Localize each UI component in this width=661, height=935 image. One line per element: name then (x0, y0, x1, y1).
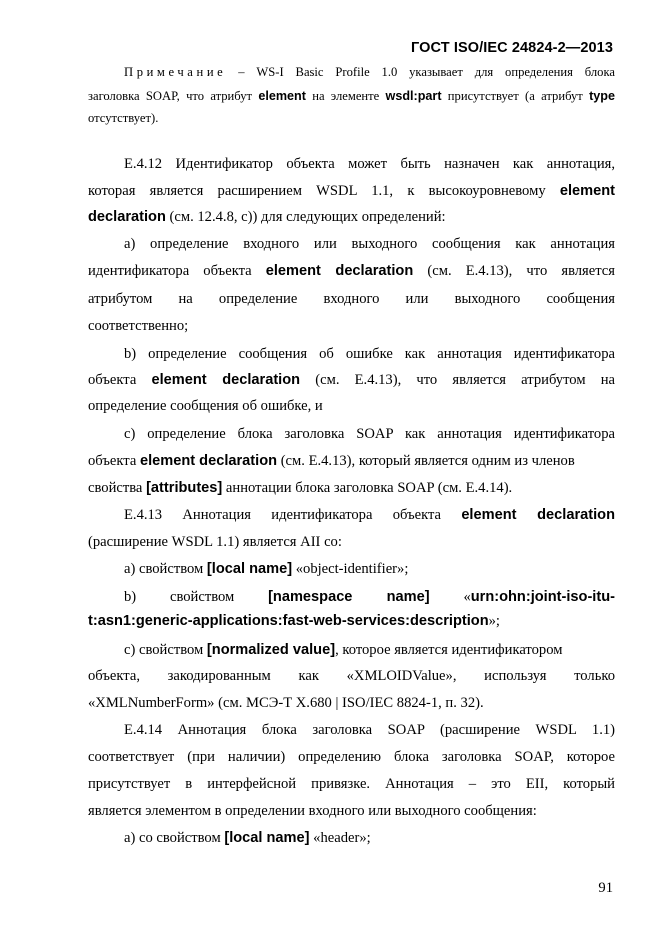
item-c-line-2: объекта element declaration (см. E.4.13), который является одним из членов (88, 453, 575, 469)
para-e414-line-2: соответствует (при наличии) определению блока заголовка SOAP, которое (88, 749, 615, 765)
note-line-2: заголовка SOAP, что атрибут element на элементе wsdl:part присутствует (а атрибут type (88, 89, 615, 103)
term-element-declaration: element declaration (139, 453, 278, 469)
urn-part-2: t:asn1:generic-applications:fast-web-services:description (88, 613, 489, 629)
item-a-line-4: соответственно; (88, 318, 189, 334)
prop-c-line-1: c) свойством [normalized value], которое является идентификатором (124, 642, 563, 658)
term-local-name: [local name] (206, 561, 293, 577)
para-e412-line-3: declaration (см. 12.4.8, c)) для следующих определений: (88, 209, 446, 225)
para-e414-line-4: является элементом в определении входного или выходного сообщения: (88, 803, 537, 819)
prop-b-line-1: b) свойством [namespace name] «urn:ohn:joint-iso-itu- (124, 589, 615, 605)
header-prop-line: a) со свойством [local name] «header»; (124, 830, 371, 846)
term-normalized-value: [normalized value] (206, 642, 336, 658)
document-header: ГОСТ ISO/IEC 24824-2—2013 (411, 40, 613, 56)
term-element: element (258, 89, 306, 103)
term-element: element (559, 183, 615, 199)
term-element-declaration: element declaration (461, 507, 615, 523)
note-label: Примечание (124, 65, 227, 79)
prop-a-line: a) свойством [local name] «object-identifier»; (124, 561, 409, 577)
term-element-declaration: element declaration (265, 263, 414, 279)
prop-b-line-2: t:asn1:generic-applications:fast-web-services:description»; (88, 613, 500, 629)
para-e412-line-2: которая является расширением WSDL 1.1, к высокоуровневому element (88, 183, 615, 199)
term-namespace-name: [namespace name] (268, 589, 430, 605)
para-e414-line-1: E.4.14 Аннотация блока заголовка SOAP (расширение WSDL 1.1) (124, 722, 615, 738)
term-local-name: [local name] (224, 830, 310, 846)
term-declaration: declaration (88, 209, 166, 225)
note-line-3: отсутствует). (88, 111, 159, 125)
prop-c-line-2: объекта, закодированным как «XMLOIDValue», используя только (88, 668, 615, 684)
prop-c-line-3: «XMLNumberForm» (см. МСЭ-Т X.680 | ISO/IEC 8824-1, п. 32). (88, 695, 484, 711)
term-element-declaration: element declaration (151, 372, 301, 388)
note-line-1: Примечание – WS-I Basic Profile 1.0 указывает для определения блока (124, 65, 615, 79)
item-b-line-2: объекта element declaration (см. E.4.13), что является атрибутом на (88, 372, 615, 388)
item-a-line-1: a) определение входного или выходного сообщения как аннотация (124, 236, 615, 252)
para-e412-line-1: E.4.12 Идентификатор объекта может быть назначен как аннотация, (124, 156, 615, 172)
item-b-line-3: определение сообщения об ошибке, и (88, 398, 323, 414)
item-b-line-1: b) определение сообщения об ошибке как аннотация идентификатора (124, 346, 615, 362)
para-e413-line-2: (расширение WSDL 1.1) является AII со: (88, 534, 342, 550)
term-wsdl-part: wsdl:part (385, 89, 442, 103)
urn-part-1: urn:ohn:joint-iso-itu- (470, 589, 615, 605)
para-e414-line-3: присутствует в интерфейсной привязке. Аннотация – это EII, который (88, 776, 615, 792)
term-type: type (589, 89, 615, 103)
page-number: 91 (598, 880, 613, 896)
para-e413-line-1: E.4.13 Аннотация идентификатора объекта element declaration (124, 507, 615, 523)
item-a-line-3: атрибутом на определение входного или выходного сообщения (88, 291, 615, 307)
item-a-line-2: идентификатора объекта element declaration (см. E.4.13), что является (88, 263, 615, 279)
term-attributes: [attributes] (146, 480, 223, 496)
item-c-line-3: свойства [attributes] аннотации блока заголовка SOAP (см. E.4.14). (88, 480, 513, 496)
item-c-line-1: c) определение блока заголовка SOAP как аннотация идентификатора (124, 426, 615, 442)
